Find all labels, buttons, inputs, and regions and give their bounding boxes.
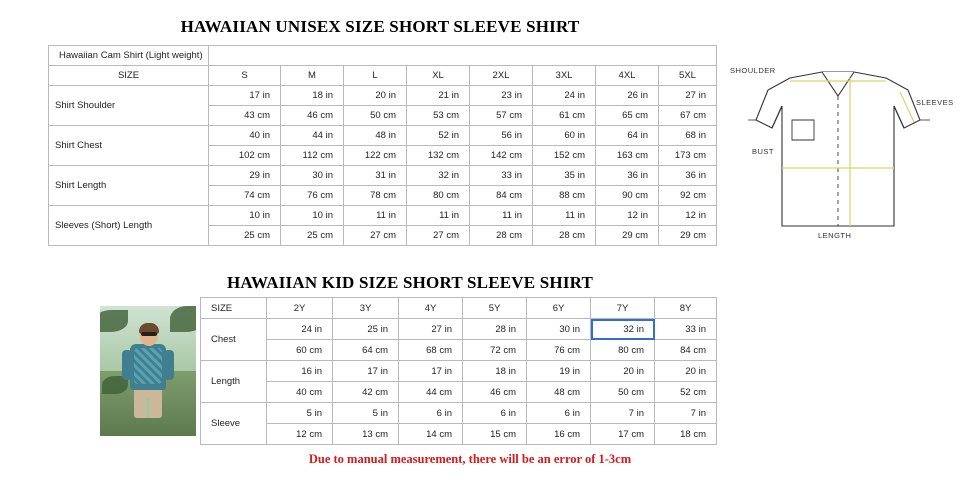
adult-row-label-shoulder: Shirt Shoulder (49, 86, 209, 126)
cell: 7 in (655, 403, 717, 424)
cell: 17 in (209, 86, 281, 106)
cell: 17 in (333, 361, 399, 382)
cell: 173 cm (659, 146, 717, 166)
table-row (201, 403, 717, 424)
cell: 12 in (596, 206, 659, 226)
adult-header-m: M (281, 66, 344, 86)
table-row (201, 382, 717, 403)
cell: 90 cm (596, 186, 659, 206)
cell: 112 cm (281, 146, 344, 166)
cell: 84 cm (655, 340, 717, 361)
kid-header-4y: 4Y (399, 298, 463, 319)
cell: 64 cm (333, 340, 399, 361)
cell: 14 cm (399, 424, 463, 445)
cell: 68 in (659, 126, 717, 146)
cell: 30 in (281, 166, 344, 186)
cell: 27 in (659, 86, 717, 106)
cell: 50 cm (591, 382, 655, 403)
cell: 61 cm (533, 106, 596, 126)
cell: 18 cm (655, 424, 717, 445)
cell: 27 cm (407, 226, 470, 246)
cell: 65 cm (596, 106, 659, 126)
adult-header-s: S (209, 66, 281, 86)
cell: 29 cm (659, 226, 717, 246)
table-row-corner (49, 46, 717, 66)
cell: 33 in (655, 319, 717, 340)
cell: 142 cm (470, 146, 533, 166)
adult-header-size: SIZE (49, 66, 209, 86)
cell: 27 cm (344, 226, 407, 246)
table-row (201, 340, 717, 361)
cell: 64 in (596, 126, 659, 146)
cell: 5 in (333, 403, 399, 424)
cell: 6 in (527, 403, 591, 424)
cell: 11 in (407, 206, 470, 226)
cell: 92 cm (659, 186, 717, 206)
cell: 132 cm (407, 146, 470, 166)
adult-header-xl: XL (407, 66, 470, 86)
cell: 16 cm (527, 424, 591, 445)
cell: 29 in (209, 166, 281, 186)
kid-row-label-sleeve: Sleeve (201, 403, 267, 445)
cell: 7 in (591, 403, 655, 424)
kid-header-8y: 8Y (655, 298, 717, 319)
kid-header-size: SIZE (201, 298, 267, 319)
kid-model-photo (100, 306, 196, 436)
cell: 18 in (463, 361, 527, 382)
adult-header-4xl: 4XL (596, 66, 659, 86)
cell: 122 cm (344, 146, 407, 166)
cell: 10 in (281, 206, 344, 226)
cell: 56 in (470, 126, 533, 146)
kid-size-table (200, 297, 717, 445)
kid-header-7y: 7Y (591, 298, 655, 319)
cell: 25 in (333, 319, 399, 340)
cell: 28 cm (470, 226, 533, 246)
cell: 152 cm (533, 146, 596, 166)
cell: 72 cm (463, 340, 527, 361)
kid-row-label-length: Length (201, 361, 267, 403)
cell: 5 in (267, 403, 333, 424)
adult-row-label-chest: Shirt Chest (49, 126, 209, 166)
table-row-header (49, 66, 717, 86)
adult-size-table (48, 45, 717, 246)
cell: 27 in (399, 319, 463, 340)
cell: 80 cm (407, 186, 470, 206)
cell: 44 cm (399, 382, 463, 403)
cell: 20 in (591, 361, 655, 382)
adult-row-label-sleeves: Sleeves (Short) Length (49, 206, 209, 246)
table-row (49, 126, 717, 146)
cell: 40 in (209, 126, 281, 146)
cell: 50 cm (344, 106, 407, 126)
table-row (201, 319, 717, 340)
cell: 52 in (407, 126, 470, 146)
table-row (49, 206, 717, 226)
cell: 18 in (281, 86, 344, 106)
cell: 17 in (399, 361, 463, 382)
cell: 30 in (527, 319, 591, 340)
cell: 21 in (407, 86, 470, 106)
cell: 52 cm (655, 382, 717, 403)
adult-header-2xl: 2XL (470, 66, 533, 86)
cell: 23 in (470, 86, 533, 106)
page-title-kid: HAWAIIAN KID SIZE SHORT SLEEVE SHIRT (226, 273, 594, 293)
page-title-adult: HAWAIIAN UNISEX SIZE SHORT SLEEVE SHIRT (180, 17, 580, 37)
cell: 40 cm (267, 382, 333, 403)
cell: 17 cm (591, 424, 655, 445)
cell: 33 in (470, 166, 533, 186)
cell: 32 in (407, 166, 470, 186)
cell: 163 cm (596, 146, 659, 166)
cell: 67 cm (659, 106, 717, 126)
cell: 46 cm (281, 106, 344, 126)
cell: 48 in (344, 126, 407, 146)
cell: 28 in (463, 319, 527, 340)
kid-header-6y: 6Y (527, 298, 591, 319)
table-row-header (201, 298, 717, 319)
diagram-label-length: LENGTH (818, 231, 852, 240)
cell: 28 cm (533, 226, 596, 246)
adult-table-corner-label: Hawaiian Cam Shirt (Light weight) (49, 46, 209, 66)
cell: 25 cm (281, 226, 344, 246)
diagram-label-bust: BUST (752, 147, 775, 156)
kid-header-3y: 3Y (333, 298, 399, 319)
adult-table-corner-blank (209, 46, 717, 66)
cell: 46 cm (463, 382, 527, 403)
cell: 60 in (533, 126, 596, 146)
cell: 36 in (596, 166, 659, 186)
cell: 78 cm (344, 186, 407, 206)
table-row (49, 166, 717, 186)
kid-header-2y: 2Y (267, 298, 333, 319)
cell: 60 cm (267, 340, 333, 361)
cell: 76 cm (527, 340, 591, 361)
cell: 6 in (463, 403, 527, 424)
adult-header-5xl: 5XL (659, 66, 717, 86)
cell: 68 cm (399, 340, 463, 361)
cell: 12 cm (267, 424, 333, 445)
cell: 31 in (344, 166, 407, 186)
adult-row-label-length: Shirt Length (49, 166, 209, 206)
cell: 80 cm (591, 340, 655, 361)
cell: 88 cm (533, 186, 596, 206)
cell: 74 cm (209, 186, 281, 206)
cell: 26 in (596, 86, 659, 106)
cell: 19 in (527, 361, 591, 382)
cell: 102 cm (209, 146, 281, 166)
cell: 16 in (267, 361, 333, 382)
cell: 57 cm (470, 106, 533, 126)
cell: 76 cm (281, 186, 344, 206)
cell: 35 in (533, 166, 596, 186)
cell: 84 cm (470, 186, 533, 206)
cell: 20 in (344, 86, 407, 106)
cell: 53 cm (407, 106, 470, 126)
cell: 11 in (344, 206, 407, 226)
cell: 13 cm (333, 424, 399, 445)
cell: 11 in (533, 206, 596, 226)
diagram-label-sleeves: SLEEVES (916, 98, 954, 107)
cell: 10 in (209, 206, 281, 226)
table-row (49, 86, 717, 106)
cell: 15 cm (463, 424, 527, 445)
cell: 29 cm (596, 226, 659, 246)
adult-header-3xl: 3XL (533, 66, 596, 86)
cell: 42 cm (333, 382, 399, 403)
cell: 43 cm (209, 106, 281, 126)
cell: 24 in (267, 319, 333, 340)
cell: 24 in (533, 86, 596, 106)
cell: 48 cm (527, 382, 591, 403)
cell: 6 in (399, 403, 463, 424)
cell: 20 in (655, 361, 717, 382)
cell: 36 in (659, 166, 717, 186)
cell: 25 cm (209, 226, 281, 246)
diagram-label-shoulder: SHOULDER (730, 66, 776, 75)
cell: 12 in (659, 206, 717, 226)
table-row (201, 424, 717, 445)
kid-header-5y: 5Y (463, 298, 527, 319)
adult-header-l: L (344, 66, 407, 86)
kid-row-label-chest: Chest (201, 319, 267, 361)
cell-highlighted[interactable]: 32 in (591, 319, 655, 340)
cell: 11 in (470, 206, 533, 226)
cell: 44 in (281, 126, 344, 146)
table-row (201, 361, 717, 382)
measurement-note: Due to manual measurement, there will be an error of 1-3cm (308, 452, 632, 466)
